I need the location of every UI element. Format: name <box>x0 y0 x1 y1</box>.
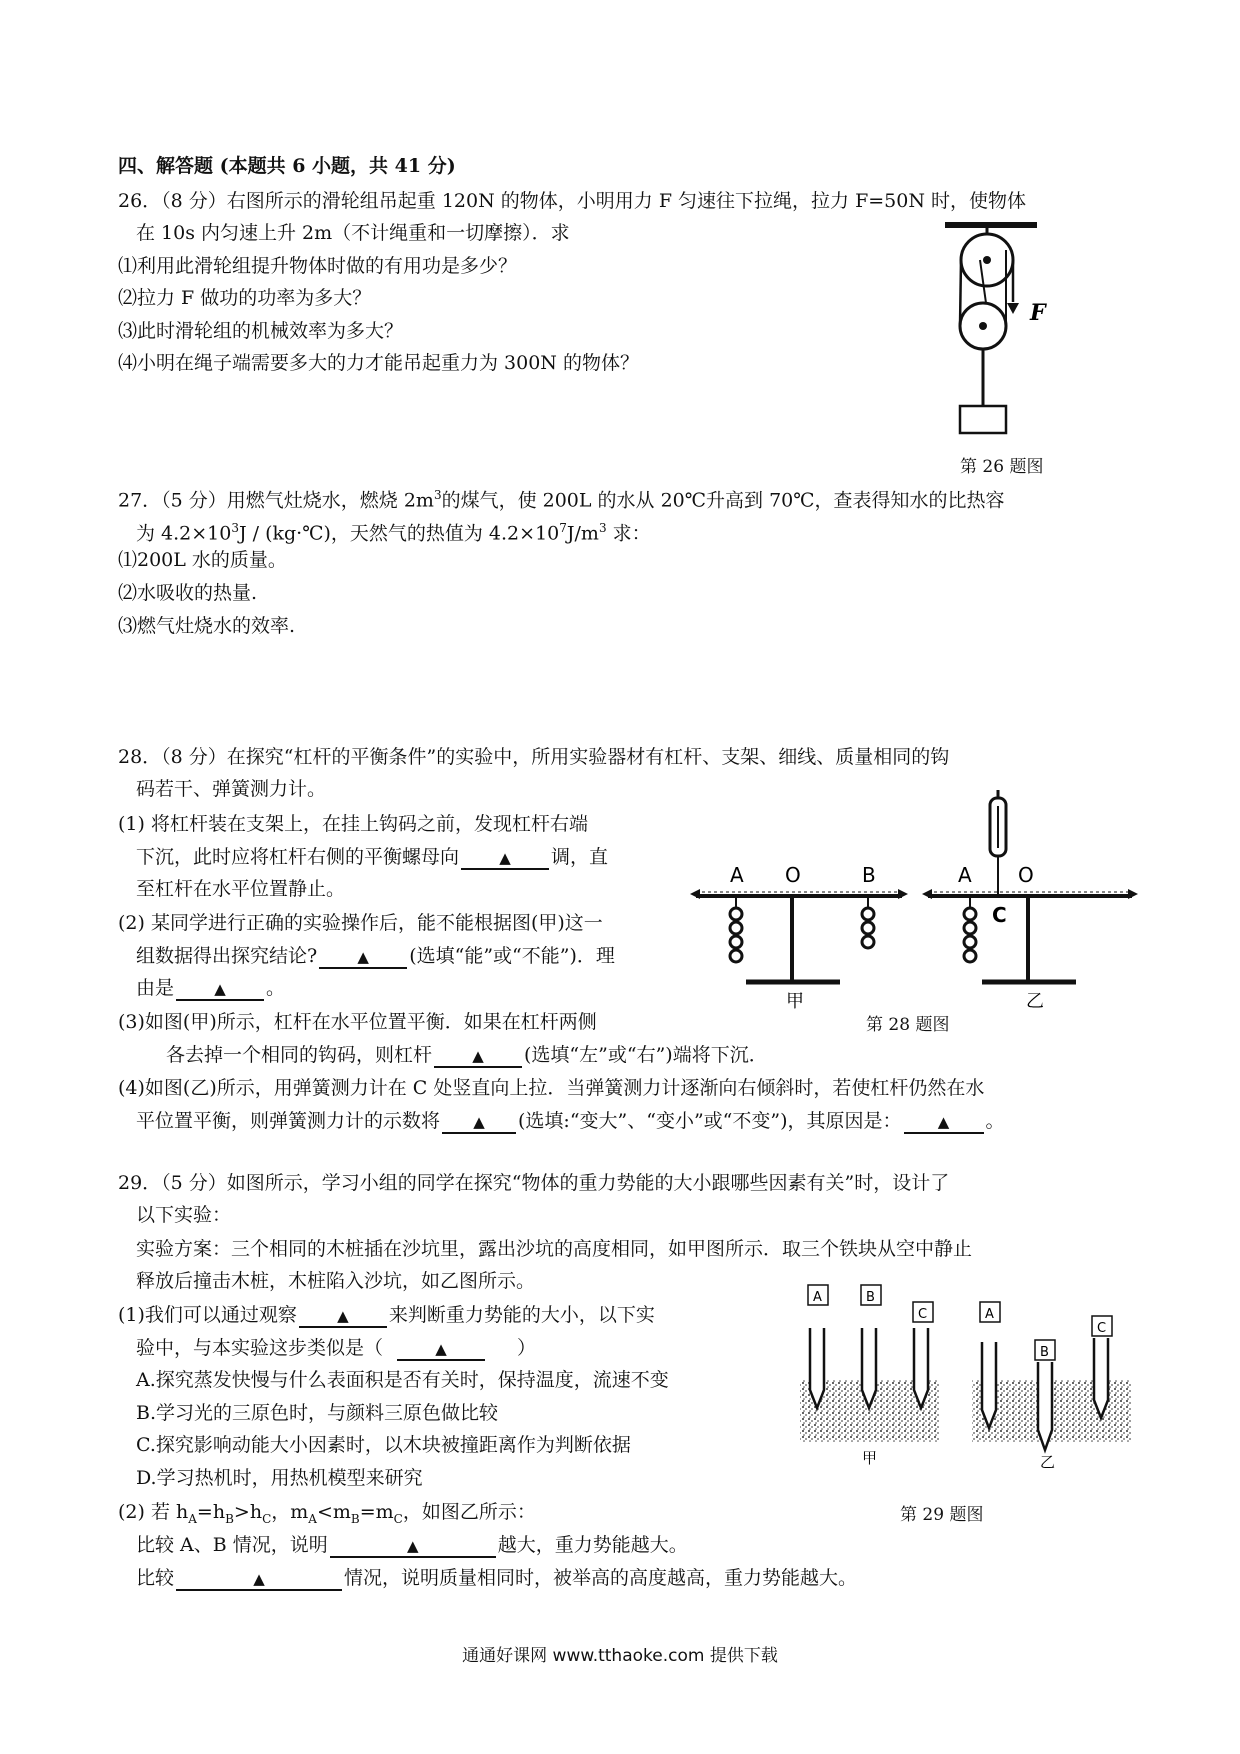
answer-blank[interactable]: ▲ <box>319 946 407 969</box>
q29-compare-line1: 比较 A、B 情况，说明 ▲ 越大，重力势能越大。 <box>136 1534 688 1556</box>
page-footer: 通通好课网 www.tthaoke.com 提供下载 <box>462 1646 778 1666</box>
q29-p2-condition: (2) 若 $h_A=h_B>h_C$，$m_A<m_B=m_C$，如图乙所示： <box>118 1501 536 1526</box>
sandpit-jia <box>800 1285 940 1467</box>
q28-p1-line2: 下沉，此时应将杠杆右侧的平衡螺母向 ▲ 调，直 <box>136 846 609 868</box>
q29-stem-line2: 以下实验： <box>136 1204 232 1226</box>
q26-sub1: ⑴利用此滑轮组提升物体时做的有用功是多少？ <box>118 255 518 277</box>
q28-p4-line2: 平位置平衡，则弹簧测力计的示数将 ▲ (选填:“变大”、“变小”或“不变”)，其原因是： ▲ 。 <box>136 1110 1005 1132</box>
svg-text:C: C <box>918 1307 928 1322</box>
svg-text:A: A <box>730 863 744 887</box>
svg-text:C: C <box>992 903 1007 927</box>
pulley-figure <box>940 218 1070 443</box>
answer-blank[interactable]: ▲ <box>461 847 549 870</box>
stake-figure <box>790 1280 1140 1470</box>
q29-stem-line1: 29．（5 分）如图所示，学习小组的同学在探究“物体的重力势能的大小跟哪些因素有关”时，设计了 <box>118 1172 950 1194</box>
svg-text:乙: 乙 <box>1026 991 1044 1012</box>
q29-p1-line2: 验中，与本实验这步类似是（ ▲ ） <box>136 1337 537 1359</box>
answer-blank[interactable]: ▲ <box>176 978 264 1001</box>
svg-text:A: A <box>985 1307 994 1322</box>
q29-figure-caption: 第 29 题图 <box>900 1505 984 1525</box>
svg-text:乙: 乙 <box>1040 1453 1056 1470</box>
answer-blank[interactable]: ▲ <box>330 1535 496 1558</box>
lever-figure <box>690 790 1140 1020</box>
q29-option-b: B.学习光的三原色时，与颜料三原色做比较 <box>136 1402 499 1424</box>
q27-sub3: ⑶燃气灶烧水的效率. <box>118 615 296 637</box>
q29-plan-line1: 实验方案：三个相同的木桩插在沙坑里，露出沙坑的高度相同，如甲图所示．取三个铁块从空中静止 <box>136 1238 973 1260</box>
q28-figure-caption: 第 28 题图 <box>866 1015 950 1035</box>
q28-stem-line1: 28．（8 分）在探究“杠杆的平衡条件”的实验中，所用实验器材有杠杆、支架、细线、质量相同的钩 <box>118 746 950 768</box>
svg-text:O: O <box>1018 863 1034 887</box>
q28-p4-line1: (4)如图(乙)所示，用弹簧测力计在 C 处竖直向上拉．当弹簧测力计逐渐向右倾斜时，若使杠杆仍然在水 <box>118 1077 985 1099</box>
svg-text:A: A <box>958 863 972 887</box>
section-title: 四、解答题 (本题共 6 小题，共 41 分) <box>118 155 456 177</box>
q26-sub3: ⑶此时滑轮组的机械效率为多大？ <box>118 320 404 342</box>
q28-p2-line1: (2) 某同学进行正确的实验操作后，能不能根据图(甲)这一 <box>118 912 603 934</box>
answer-blank[interactable]: ▲ <box>397 1338 485 1361</box>
answer-blank[interactable]: ▲ <box>299 1305 387 1328</box>
q26-sub4: ⑷小明在绳子端需要多大的力才能吊起重力为 300N 的物体？ <box>118 352 639 374</box>
q29-plan-line2: 释放后撞击木桩，木桩陷入沙坑，如乙图所示。 <box>136 1270 536 1292</box>
q26-stem-line2: 在 10s 内匀速上升 2m（不计绳重和一切摩擦）．求 <box>136 222 570 244</box>
q29-option-d: D.学习热机时，用热机模型来研究 <box>136 1467 423 1489</box>
answer-blank[interactable]: ▲ <box>904 1111 984 1134</box>
q27-sub2: ⑵水吸收的热量. <box>118 582 258 604</box>
q28-stem-line2: 码若干、弹簧测力计。 <box>136 778 327 800</box>
answer-blank[interactable]: ▲ <box>176 1568 342 1591</box>
answer-blank[interactable]: ▲ <box>434 1045 522 1068</box>
q29-p1-line1: (1)我们可以通过观察 ▲ 来判断重力势能的大小，以下实 <box>118 1304 655 1326</box>
svg-text:B: B <box>862 863 876 887</box>
q28-p1-line3: 至杠杆在水平位置静止。 <box>136 878 346 900</box>
svg-text:B: B <box>866 1290 875 1305</box>
q27-stem-line1: 27．（5 分）用燃气灶烧水，燃烧 $2m^3$的煤气，使 200L 的水从 20℃升高到 70℃，查表得知水的比热容 <box>118 488 1005 512</box>
q29-option-a: A.探究蒸发快慢与什么表面积是否有关时，保持温度，流速不变 <box>136 1369 669 1391</box>
svg-text:甲: 甲 <box>862 1449 878 1467</box>
svg-text:甲: 甲 <box>786 991 804 1012</box>
svg-text:A: A <box>813 1290 822 1305</box>
q28-p1-line1: (1) 将杠杆装在支架上，在挂上钩码之前，发现杠杆右端 <box>118 813 588 835</box>
lever-jia <box>690 863 908 1012</box>
q28-p2-line2: 组数据得出探究结论? ▲ (选填“能”或“不能”)．理 <box>136 945 615 967</box>
q26-sub2: ⑵拉力 F 做功的功率为多大？ <box>118 287 372 309</box>
q27-sub1: ⑴200L 水的质量。 <box>118 549 287 571</box>
svg-text:C: C <box>1097 1321 1107 1336</box>
svg-text:B: B <box>1040 1345 1049 1360</box>
q28-p3-line2: 各去掉一个相同的钩码，则杠杆 ▲ (选填“左”或“右”)端将下沉． <box>166 1044 768 1066</box>
q29-compare-line2: 比较 ▲ 情况，说明质量相同时，被举高的高度越高，重力势能越大。 <box>136 1567 858 1589</box>
force-label: F <box>1030 300 1046 326</box>
q27-stem-line2: 为 $4.2\times 10^3J$ / (kg·℃)，天然气的热值为 $4.2\times 10^7J/m^3$ 求： <box>136 521 651 545</box>
q26-stem-line1: 26．（8 分）右图所示的滑轮组吊起重 120N 的物体，小明用力 F 匀速往下拉绳，拉力 F=50N 时，使物体 <box>118 190 1027 212</box>
q28-p3-line1: (3)如图(甲)所示，杠杆在水平位置平衡．如果在杠杆两侧 <box>118 1011 597 1033</box>
lever-yi <box>922 790 1138 1012</box>
q26-figure-caption: 第 26 题图 <box>960 457 1044 477</box>
q28-p2-line3: 由是 ▲ 。 <box>136 977 286 999</box>
svg-text:O: O <box>785 863 801 887</box>
answer-blank[interactable]: ▲ <box>442 1111 516 1134</box>
q29-option-c: C.探究影响动能大小因素时，以木块被撞距离作为判断依据 <box>136 1434 631 1456</box>
sandpit-yi <box>972 1302 1132 1470</box>
